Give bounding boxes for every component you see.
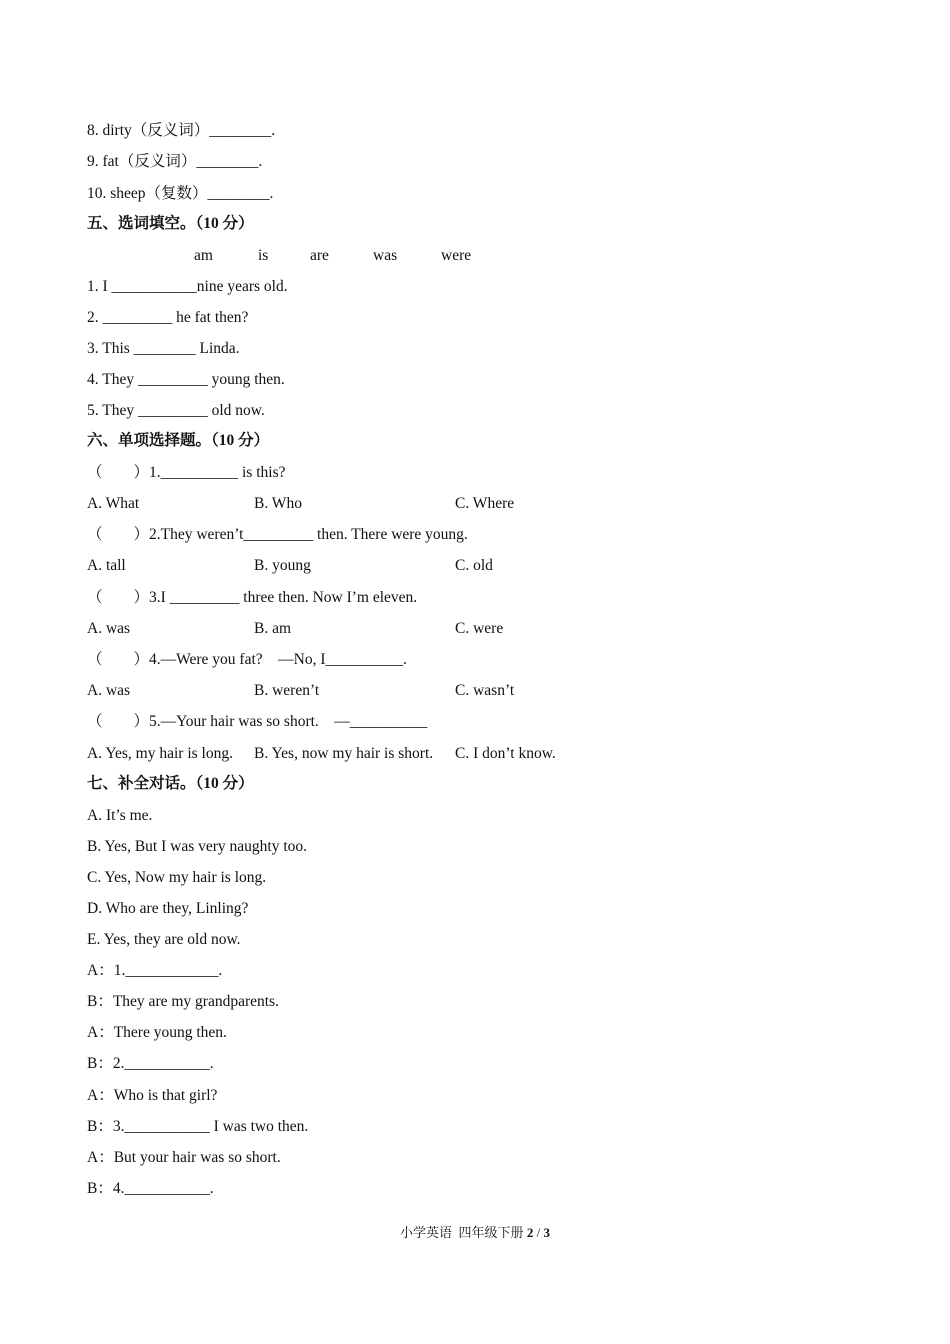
dialogue-line-2: B：They are my grandparents. [87,993,279,1010]
section5-heading: 五、选词填空。（10 分） [87,215,254,232]
s6-q1-option-c: C. Where [455,495,515,512]
s6-q4-option-c: C. wasn’t [455,682,515,699]
s4-item-9: 9. fat（反义词）________. [87,153,263,170]
s6-q4-stem: （ ）4.—Were you fat? —No, I__________. [87,651,407,668]
s6-q2-option-b: B. young [254,557,311,574]
dialogue-line-4: B：2.___________. [87,1055,214,1072]
s5-item-4: 4. They _________ young then. [87,371,285,388]
s6-q3-stem: （ ）3.I _________ three then. Now I’m eleven. [87,589,418,606]
dialogue-line-1: A：1.____________. [87,962,223,979]
s6-q3-option-a: A. was [87,620,131,637]
section7-heading: 七、补全对话。（10 分） [87,775,254,792]
dialogue-line-6: B：3.___________ I was two then. [87,1118,309,1135]
footer-page-total: 3 [543,1225,550,1240]
footer-label: 小学英语 四年级下册 [400,1225,527,1240]
s6-q1-option-a: A. What [87,495,140,512]
s6-q5-option-b: B. Yes, now my hair is short. [254,745,434,762]
s6-q3-option-c: C. were [455,620,504,637]
s6-q4-option-a: A. was [87,682,131,699]
s6-q3-option-b: B. am [254,620,292,637]
footer-separator: / [533,1225,544,1240]
s6-q5-option-c: C. I don’t know. [455,745,556,762]
dialogue-line-7: A：But your hair was so short. [87,1149,281,1166]
s6-q1-option-b: B. Who [254,495,302,512]
word-were: were [441,247,472,264]
s5-item-3: 3. This ________ Linda. [87,340,240,357]
s6-q5-stem: （ ）5.—Your hair was so short. —__________ [87,713,428,730]
s4-item-8: 8. dirty（反义词）________. [87,122,276,139]
s6-q5-option-a: A. Yes, my hair is long. [87,745,233,762]
s6-q1-stem: （ ）1.__________ is this? [87,464,286,481]
section6-heading: 六、单项选择题。（10 分） [87,432,270,449]
footer-page-number: 2 [526,1225,534,1240]
s6-q4-option-b: B. weren’t [254,682,320,699]
word-are: are [310,247,329,264]
s7-option-d: D. Who are they, Linling? [87,900,249,917]
s5-item-1: 1. I ___________nine years old. [87,278,288,295]
s5-item-2: 2. _________ he fat then? [87,309,249,326]
page-footer [0,1224,950,1242]
word-was: was [373,247,398,264]
s7-option-b: B. Yes, But I was very naughty too. [87,838,308,855]
s5-item-5: 5. They _________ old now. [87,402,265,419]
s6-q2-stem: （ ）2.They weren’t_________ then. There were young. [87,526,468,543]
word-is: is [258,247,269,264]
dialogue-line-3: A：There young then. [87,1024,227,1041]
s4-item-10: 10. sheep（复数）________. [87,185,274,202]
s7-option-c: C. Yes, Now my hair is long. [87,869,267,886]
s7-option-e: E. Yes, they are old now. [87,931,241,948]
dialogue-line-8: B：4.___________. [87,1180,214,1197]
word-am: am [194,247,213,264]
s6-q2-option-c: C. old [455,557,493,574]
dialogue-line-5: A：Who is that girl? [87,1087,218,1104]
s7-option-a: A. It’s me. [87,807,153,824]
s6-q2-option-a: A. tall [87,557,126,574]
